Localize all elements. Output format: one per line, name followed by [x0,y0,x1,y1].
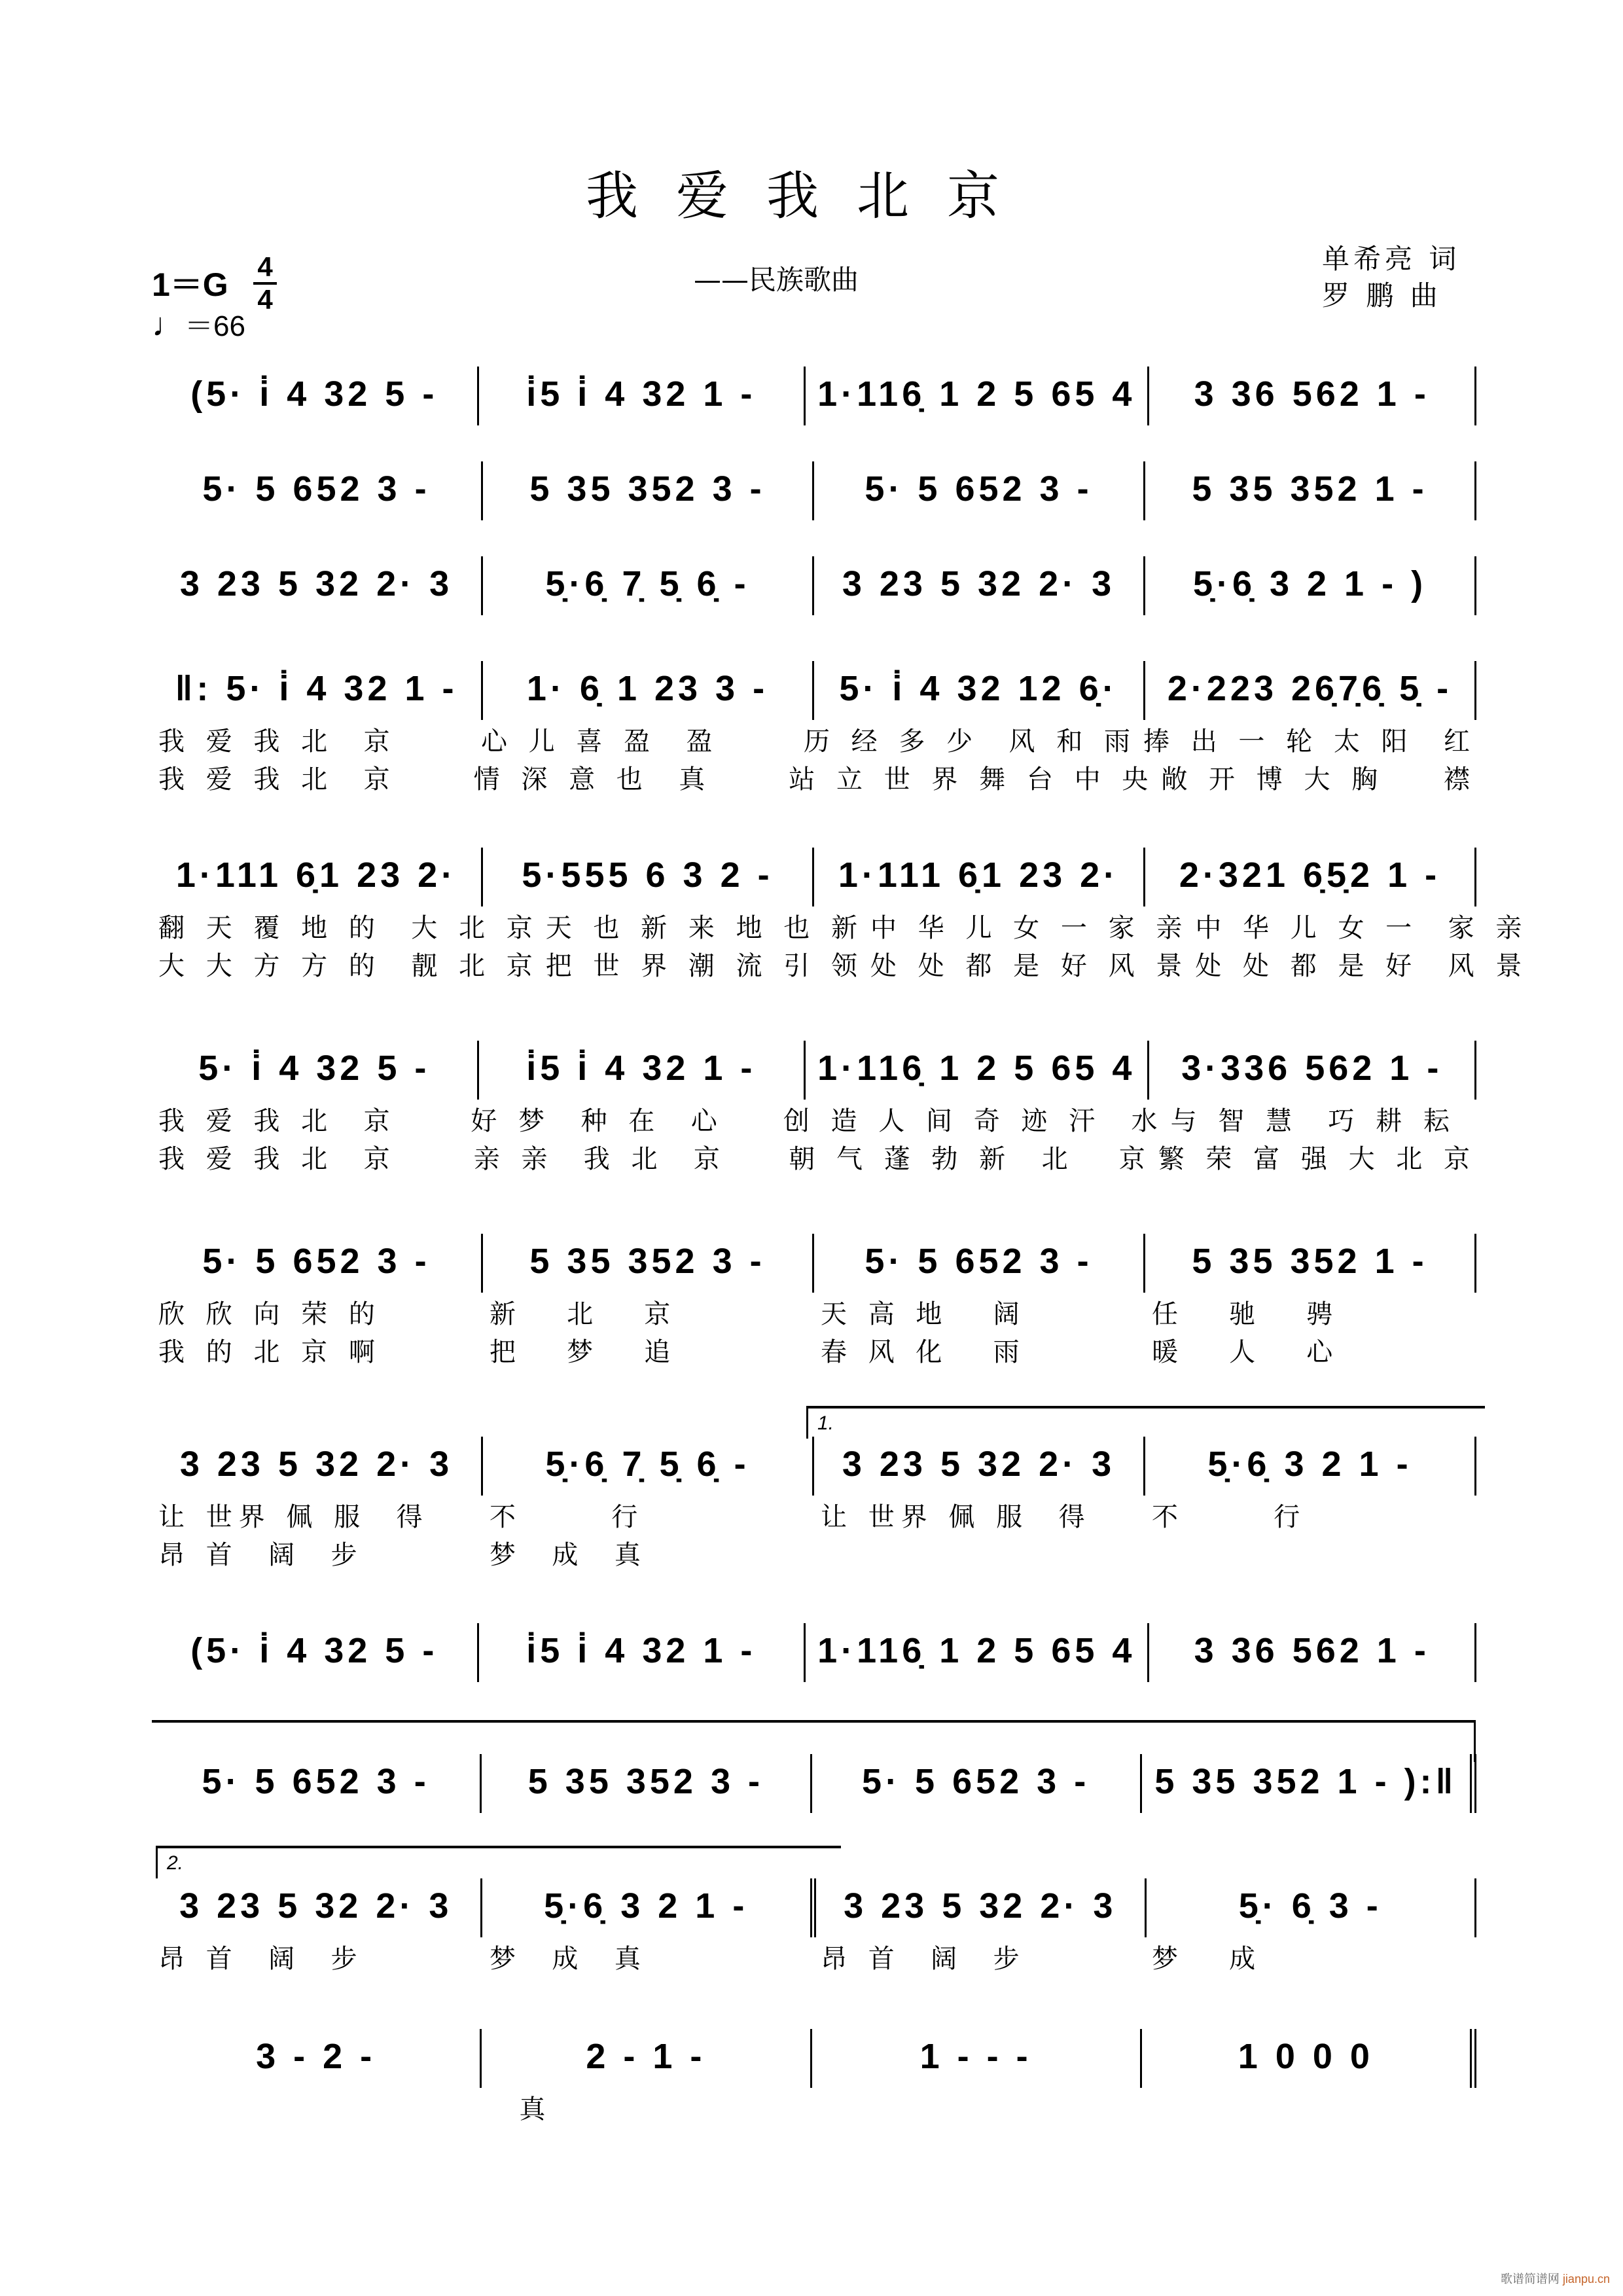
measure-notes: 5̣·6̣ 3 2 1 - [1207,1444,1412,1484]
lyrics-verse-1 [152,720,1476,758]
measure-notes: 5 35 352 1 - ):‖ [1154,1762,1457,1801]
volta-bracket-2: 2. [156,1846,841,1878]
measure [1147,1878,1477,1937]
lyric: 昂 首 阔 步 [158,1943,364,1974]
system-10 [152,1754,1476,1813]
measure [1142,1754,1476,1813]
lyrics-verse-1 [152,1100,1476,1138]
measure [152,661,483,720]
measure [152,1041,479,1100]
measure-notes: 5· 5 652 3 - [202,469,431,509]
lyric: 把 梦 追 [490,1336,677,1367]
measure [806,1041,1149,1100]
tempo-value: ＝66 [185,310,245,342]
watermark-site: jianpu.cn [1562,2272,1610,2286]
measure-notes: 5· i̇ 4 32 5 - [198,1049,431,1088]
lyric: 好 梦 种 在 心 [471,1105,724,1136]
measure-notes: 5̣·6̣ 7̣ 5̣ 6̣ - [545,564,750,603]
measure-notes: i̇5 i̇ 4 32 1 - [526,1049,757,1088]
time-signature [252,252,278,315]
lyric: 站 立 世 界 舞 台 中 央 [789,764,1155,795]
measure-notes: i̇5 i̇ 4 32 1 - [526,374,757,414]
notes-row [152,556,1476,615]
lyric: 欣 欣 向 荣 的 [158,1299,382,1329]
measure-notes: 3·336 562 1 - [1181,1049,1443,1088]
lyric: 梦 成 真 [490,1539,647,1570]
lyric: 处 处 都 是 好 风 景 [870,950,1189,981]
system-4 [152,661,1476,796]
system-2 [152,461,1476,520]
measure-notes: 5· i̇ 4 32 12 6̣· [839,669,1118,708]
measure-notes: 2·321 6̣5̣2 1 - [1179,855,1441,895]
lyric: 创 造 人 间 奇 迹 汗 水 [783,1105,1164,1136]
lyric: 我 爱 我 北 京 [158,1105,397,1136]
lyric: 朝 气 蓬 勃 新 北 京 [789,1143,1152,1174]
notes-row [152,1754,1476,1813]
lyric: 与 智 慧 巧 耕 耘 [1170,1105,1456,1136]
lyric: 任 驰 骋 [1152,1299,1340,1329]
lyrics-verse-1 [152,2088,1476,2126]
measure-notes: ‖: 5· i̇ 4 32 1 - [175,669,458,708]
lyrics-verse-1 [152,906,1529,944]
lyric: 翻 天 覆 地 的 大 北 京 [158,912,539,943]
measure [1145,848,1476,906]
measure-notes: 5· 5 652 3 - [202,1762,430,1801]
notes-row [152,1041,1476,1100]
lyrics-verse-2 [152,1331,1476,1369]
lyric: 天 也 新 来 地 也 新 [545,912,865,943]
measure [812,2029,1142,2088]
page-title: 我爱我北京 [586,166,1037,226]
lyric: 我 爱 我 北 京 [158,726,397,757]
lyric: 我 的 北 京 啊 [158,1336,382,1367]
measure-notes: 3 23 5 32 2· 3 [844,1886,1117,1926]
measure-notes: 5̣·6̣ 3 2 1 - ) [1192,564,1427,603]
measure-notes: 5·555 6 3 2 - [522,855,774,895]
measure [152,848,483,906]
lyric: 让 世界 佩 服 得 [821,1501,1092,1532]
notes-row [152,367,1476,425]
lyrics-verse-2 [152,1138,1476,1175]
measure [812,1754,1142,1813]
measure-notes: 5 35 352 1 - [1192,1242,1428,1281]
quarter-note-icon: ♩ [152,306,185,343]
lyric: 昂 首 阔 步 [158,1539,364,1570]
system-8 [152,1437,1476,1571]
lyric: 天 高 地 阔 [821,1299,1026,1329]
composer: 罗 鹏 曲 [1322,279,1442,312]
lyrics-verse-1 [152,1496,1476,1534]
lyric: 情 深 意 也 真 [473,764,712,795]
measure-notes: 2 - 1 - [586,2037,706,2076]
measure-notes: 5 35 352 3 - [527,1762,764,1801]
measure-notes: (5· i̇ 4 32 5 - [190,1631,438,1670]
lyric: 不 行 [490,1501,645,1532]
measure [814,461,1145,520]
measure [483,1437,814,1496]
measure-notes: 1·111 6̣1 23 2· [838,855,1120,895]
measure [814,1437,1145,1496]
measure-notes: 5 35 352 3 - [529,1242,766,1281]
measure [482,2029,812,2088]
lyric: 新 北 京 [490,1299,677,1329]
credits [1322,241,1460,314]
measure [152,461,483,520]
notes-row [152,1437,1476,1496]
measure [1145,1437,1476,1496]
lyric: 捧 出 一 轮 太 阳 红 [1143,726,1476,757]
measure-notes: 5̣·6̣ 7̣ 5̣ 6̣ - [545,1444,750,1484]
volta-bracket-1: 1. [806,1406,1485,1439]
measure-notes: 3 23 5 32 2· 3 [179,564,454,603]
lyric: 让 世界 佩 服 得 [158,1501,429,1532]
measure [1149,1041,1476,1100]
measure-notes: 5 35 352 3 - [529,469,766,509]
measure-notes: 3 36 562 1 - [1194,374,1430,414]
measure-notes: 2·223 26̣7̣6̣ 5̣ - [1167,669,1453,708]
measure [479,1041,806,1100]
measure-notes: 5· 5 652 3 - [865,1242,1093,1281]
measure-notes: 5̣· 6̣ 3 - [1238,1886,1382,1926]
measure-notes: 5̣·6̣ 3 2 1 - [544,1886,749,1926]
lyric: 繁 荣 富 强 大 北 京 [1158,1143,1477,1174]
notes-row [152,661,1476,720]
measure [806,1623,1149,1682]
notes-row [152,2029,1476,2088]
system-6 [152,1041,1476,1175]
measure [1145,461,1476,520]
lyric: 亲 亲 我 北 京 [473,1143,726,1174]
measure [152,1754,482,1813]
measure [483,556,814,615]
lyric: 处 处 都 是 好 风 景 [1195,950,1529,981]
watermark [1501,2270,1610,2287]
notes-row [152,1623,1476,1682]
measure [152,1878,482,1937]
measure [1145,661,1476,720]
lyricist: 单希亮 词 [1322,243,1461,275]
notes-row [152,1234,1476,1293]
measure [482,1878,817,1937]
measure-notes: 1·116̣ 1 2 5 65 4 [817,374,1136,414]
measure [1145,556,1476,615]
measure [152,556,483,615]
system-12 [152,2029,1476,2126]
lyric: 我 爱 我 北 京 [158,1143,397,1174]
measure-notes: 3 36 562 1 - [1194,1631,1430,1670]
measure-notes: (5· i̇ 4 32 5 - [190,374,438,414]
system-1 [152,367,1476,425]
measure-notes: 3 23 5 32 2· 3 [179,1886,453,1926]
measure-notes: 3 23 5 32 2· 3 [179,1444,454,1484]
measure [482,1754,812,1813]
measure-notes: 1·116̣ 1 2 5 65 4 [817,1631,1136,1670]
measure [152,2029,482,2088]
notes-row [152,1878,1476,1937]
lyric: 春 风 化 雨 [821,1336,1026,1367]
key-signature: 1＝G [152,266,228,303]
measure-notes: 3 23 5 32 2· 3 [842,1444,1116,1484]
measure [806,367,1149,425]
measure [479,1623,806,1682]
system-5 [152,848,1529,982]
lyric: 暖 人 心 [1152,1336,1340,1367]
measure-notes: 1· 6̣ 1 23 3 - [526,669,769,708]
time-signature-top: 4 [257,251,273,282]
measure [1149,367,1476,425]
lyrics-verse-2 [152,944,1529,982]
measure-notes: 5· 5 652 3 - [862,1762,1090,1801]
measure [814,1234,1145,1293]
measure-notes: i̇5 i̇ 4 32 1 - [526,1631,757,1670]
measure [152,1437,483,1496]
measure-notes: 1·116̣ 1 2 5 65 4 [817,1049,1136,1088]
measure [1145,1234,1476,1293]
lyrics-verse-1 [152,1937,1476,1975]
measure [1149,1623,1476,1682]
lyric: 我 爱 我 北 京 [158,764,397,795]
measure-notes: 5· 5 652 3 - [202,1242,431,1281]
measure-notes: 5 35 352 1 - [1192,469,1428,509]
lyric: 心 儿 喜 盈 盈 [480,726,719,757]
measure-notes: 1 - - - [919,2037,1032,2076]
measure [814,661,1145,720]
measure [814,848,1145,906]
lyric: 中 华 儿 女 一 家 亲 [1195,912,1529,943]
measure-notes: 5· 5 652 3 - [865,469,1093,509]
measure [814,556,1145,615]
measure [816,1878,1147,1937]
lyrics-verse-2 [152,1534,1476,1571]
measure-notes: 1 0 0 0 [1238,2037,1374,2076]
tempo-marking [152,302,245,344]
measure [483,461,814,520]
measure [483,848,814,906]
measure [483,1234,814,1293]
measure-notes: 3 - 2 - [256,2037,376,2076]
measure [1142,2029,1476,2088]
measure-notes: 1·111 6̣1 23 2· [175,855,457,895]
lyric: 中 华 儿 女 一 家 亲 [870,912,1189,943]
measure [152,367,479,425]
measure-notes: 3 23 5 32 2· 3 [842,564,1116,603]
subtitle: ——民族歌曲 [694,264,859,296]
system-11 [152,1878,1476,1975]
lyric: 敞 开 博 大 胸 襟 [1161,764,1477,795]
measure [152,1234,483,1293]
lyric: 不 行 [1152,1501,1307,1532]
lyrics-verse-2 [152,758,1476,796]
lyric: 历 经 多 少 风 和 雨 [803,726,1137,757]
lyric: 梦 成 真 [490,1943,647,1974]
lyric: 把 世 界 潮 流 引 领 [545,950,865,981]
lyric: 真 [490,2094,552,2125]
measure [483,661,814,720]
watermark-cn: 歌谱简谱网 [1500,2272,1560,2286]
measure [152,1623,479,1682]
notes-row [152,848,1476,906]
lyric: 昂 首 阔 步 [821,1943,1026,1974]
system-9 [152,1623,1476,1682]
time-signature-bottom: 4 [257,284,273,315]
lyrics-verse-1 [152,1293,1476,1331]
lyric: 梦 成 [1152,1943,1262,1974]
system-3 [152,556,1476,615]
measure [479,367,806,425]
system-7 [152,1234,1476,1369]
lyric: 大 大 方 方 的 靓 北 京 [158,950,539,981]
notes-row [152,461,1476,520]
